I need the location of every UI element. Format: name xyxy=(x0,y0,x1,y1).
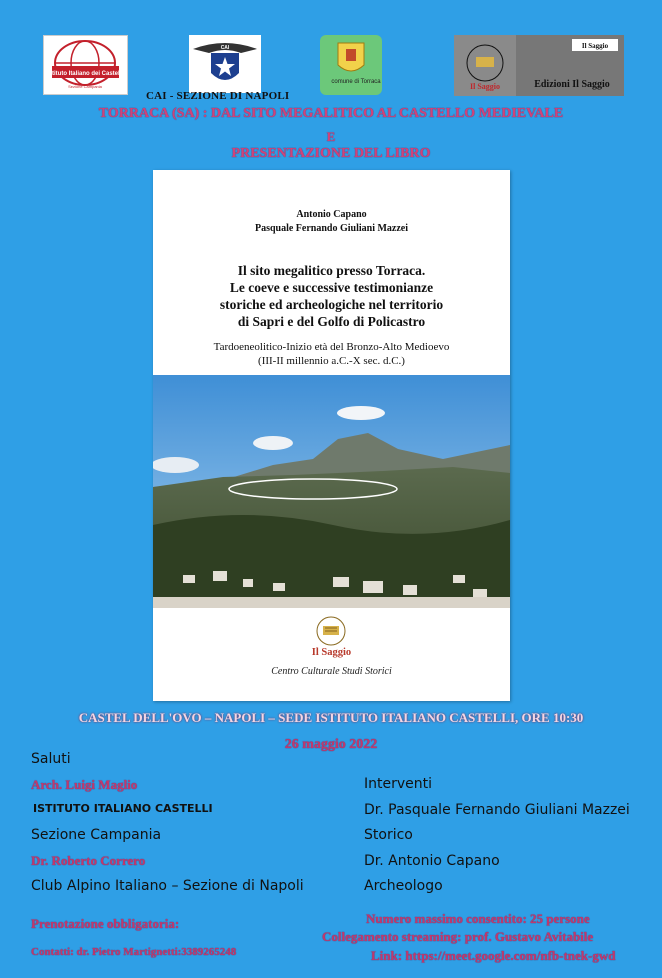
book-centro-culturale: Centro Culturale Studi Storici xyxy=(271,666,392,677)
istituto-castelli-logo xyxy=(43,35,128,95)
streaming-link[interactable]: Link: https://meet.google.com/nfb-tnek-gwd xyxy=(371,948,616,963)
event-headline-conjunction: E xyxy=(326,129,336,144)
castelli-logo-subtext: Sezione Campania xyxy=(68,84,102,89)
saluti-name-2: Dr. Roberto Correro xyxy=(31,853,146,868)
interventi-role-1: Storico xyxy=(364,827,413,843)
saluti-name-1: Arch. Luigi Maglio xyxy=(31,777,138,792)
saggio-logo-right-text: Edizioni Il Saggio xyxy=(534,79,610,90)
saggio-logo-tag: Il Saggio xyxy=(581,42,609,50)
book-title-line-3: storiche ed archeologiche nel territorio xyxy=(219,297,444,312)
saluti-org-2: Club Alpino Italiano – Sezione di Napoli xyxy=(31,878,304,894)
interventi-name-2: Dr. Antonio Capano xyxy=(364,853,500,869)
book-authors xyxy=(153,208,510,236)
cai-logo-text: CAI xyxy=(220,45,230,51)
book-subtitle-line-1: Tardoeneolitico-Inizio età del Bronzo-Alto Medioevo xyxy=(213,341,450,353)
book-publisher: Il Saggio xyxy=(311,647,352,658)
cai-logo xyxy=(189,35,261,93)
book-cover xyxy=(153,170,510,701)
contatti-label: Contatti: dr. Pietro Martignetti:3389265248 xyxy=(31,946,237,958)
interventi-role-2: Archeologo xyxy=(364,878,443,894)
saluti-org-1-section: Sezione Campania xyxy=(31,827,162,843)
book-author-1: Antonio Capano xyxy=(296,209,367,220)
interventi-heading: Interventi xyxy=(364,776,433,792)
streaming-label: Collegamento streaming: prof. Gustavo Avitabile xyxy=(322,929,594,944)
book-title xyxy=(153,262,510,330)
event-subheadline: PRESENTAZIONE DEL LIBRO xyxy=(231,146,431,161)
saluti-org-1: ISTITUTO ITALIANO CASTELLI xyxy=(33,802,213,815)
interventi-name-1: Dr. Pasquale Fernando Giuliani Mazzei xyxy=(364,802,630,818)
book-author-2: Pasquale Fernando Giuliani Mazzei xyxy=(254,223,409,234)
saluti-heading: Saluti xyxy=(31,751,71,767)
torraca-logo-text: comune di Torraca xyxy=(331,79,381,85)
castelli-logo-text: Istituto Italiano dei Castelli xyxy=(46,71,124,77)
event-headline: TORRACA (SA) : DAL SITO MEGALITICO AL CASTELLO MEDIEVALE xyxy=(98,106,564,121)
prenotazione-label: Prenotazione obbligatoria: xyxy=(31,916,180,931)
cai-section-label: CAI - SEZIONE DI NAPOLI xyxy=(146,90,290,102)
book-subtitle xyxy=(153,340,510,368)
mountain-landscape-photo xyxy=(153,375,510,608)
event-date: 26 maggio 2022 xyxy=(284,737,378,752)
edizioni-il-saggio-logo xyxy=(454,35,624,96)
event-venue: CASTEL DELL'OVO – NAPOLI – SEDE ISTITUTO ITALIANO CASTELLI, ORE 10:30 xyxy=(78,710,584,725)
book-title-line-2: Le coeve e successive testimonianze xyxy=(229,280,434,295)
book-title-line-1: Il sito megalitico presso Torraca. xyxy=(237,263,426,278)
numero-massimo-label: Numero massimo consentito: 25 persone xyxy=(366,911,590,926)
comune-torraca-logo xyxy=(320,35,382,95)
saggio-logo-left-text: Il Saggio xyxy=(469,82,501,91)
book-subtitle-line-2: (III-II millennio a.C.-X sec. d.C.) xyxy=(258,355,405,367)
book-title-line-4: di Sapri e del Golfo di Policastro xyxy=(237,314,426,329)
